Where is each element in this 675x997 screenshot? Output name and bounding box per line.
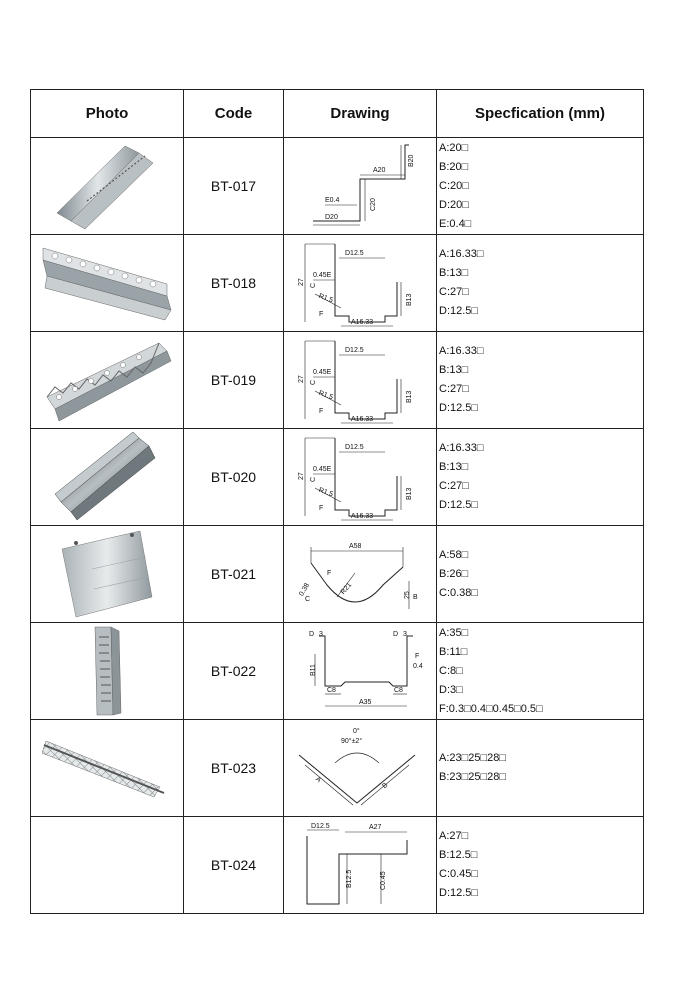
dim-label: A16.33 [351, 416, 374, 423]
table-row [31, 429, 644, 526]
dim-label: 27 [298, 375, 305, 383]
drawing-cell [284, 332, 437, 429]
dim-label: F [319, 408, 324, 415]
dim-label: A35 [359, 699, 372, 706]
spec-value: D:12.5□ [439, 887, 479, 899]
drawing-cell [284, 623, 437, 720]
dim-label: F [319, 311, 324, 318]
spec-value: C:27□ [439, 383, 469, 395]
dim-label: D12.5 [345, 444, 364, 451]
spec-value: B:26□ [439, 567, 469, 580]
bt022-profile-drawing [285, 624, 435, 718]
spec-cell [437, 526, 644, 623]
drawing-cell [284, 817, 437, 914]
photo-cell [31, 332, 184, 429]
code-cell: BT-019 [184, 332, 284, 429]
dim-label: D12.5 [345, 250, 364, 257]
dim-label: C [305, 596, 311, 603]
dim-label: D [309, 631, 315, 638]
spec-value: A:16.33□ [439, 248, 484, 260]
photo-cell [31, 623, 184, 720]
spec-value: B:20□ [439, 160, 469, 173]
spec-value: D:12.5□ [439, 499, 479, 511]
perforated-track-photo [77, 625, 137, 717]
code-cell: BT-021 [184, 526, 284, 623]
spec-value: D:12.5□ [439, 305, 479, 317]
spec-value: B:13□ [439, 364, 469, 376]
spec-value: A:23□25□28□ [439, 752, 507, 764]
spec-cell [437, 138, 644, 235]
spec-value: A:16.33□ [439, 442, 484, 454]
mesh-corner-bead-photo [42, 733, 172, 803]
photo-cell [31, 138, 184, 235]
dim-label: F [327, 570, 332, 577]
photo-cell [31, 235, 184, 332]
bt023-profile-drawing [285, 721, 435, 815]
spec-value: E:0.4□ [439, 217, 472, 230]
drawing-cell [284, 526, 437, 623]
header-row [31, 90, 644, 138]
photo-cell [31, 429, 184, 526]
dim-label: 0.45E [313, 369, 332, 376]
code-cell: BT-022 [184, 623, 284, 720]
dim-label: A58 [349, 543, 362, 550]
table-row [31, 720, 644, 817]
dim-label: F [319, 505, 324, 512]
code-cell: BT-017 [184, 138, 284, 235]
table-row [31, 623, 644, 720]
dim-label: C [310, 476, 317, 482]
dim-label: A16.33 [351, 513, 374, 520]
photo-cell [31, 526, 184, 623]
drawing-cell [284, 720, 437, 817]
dim-label: F [415, 653, 420, 660]
spec-value: C:0.38□ [439, 586, 479, 599]
drawing-cell [284, 138, 437, 235]
bt019-profile-drawing [285, 333, 435, 427]
dim-label: 25 [404, 591, 411, 599]
dim-label: D20 [325, 214, 338, 221]
dim-label: B13 [406, 390, 413, 403]
spec-cell [437, 720, 644, 817]
spec-value: A:35□ [439, 626, 469, 639]
spec-value: C:20□ [439, 179, 469, 192]
channel-photo [47, 432, 167, 522]
dim-label: B13 [406, 487, 413, 500]
dim-label: C8 [394, 687, 403, 694]
dim-label: 90°±2° [341, 738, 363, 745]
photo-cell [31, 817, 184, 914]
spec-value: C:8□ [439, 664, 463, 677]
spec-cell [437, 332, 644, 429]
dim-label: A27 [369, 824, 382, 831]
spec-value: D:3□ [439, 683, 463, 696]
product-spec-table [30, 89, 644, 914]
dim-label: A [314, 775, 323, 785]
bt018-profile-drawing [285, 236, 435, 330]
dim-label: B12.5 [346, 869, 353, 888]
angle-bead-photo [47, 141, 167, 231]
curved-bead-photo [52, 529, 162, 619]
spec-value: B:23□25□28□ [439, 771, 507, 783]
spec-value: B:12.5□ [439, 849, 478, 861]
dim-label: C0.45 [380, 871, 387, 890]
dim-label: D [393, 631, 399, 638]
header-spec: Specfication (mm) [437, 90, 644, 138]
spec-value: F:0.3□0.4□0.45□0.5□ [439, 702, 543, 715]
spec-cell [437, 429, 644, 526]
dim-label: 0.38 [298, 582, 312, 598]
bead-photo [37, 335, 177, 425]
spec-value: B:13□ [439, 461, 469, 473]
dim-label: B11 [310, 664, 317, 676]
dim-label: D12.5 [345, 347, 364, 354]
dim-label: E0.4 [325, 197, 340, 204]
dim-label: B20 [408, 154, 415, 167]
code-cell: BT-020 [184, 429, 284, 526]
dim-label: C [310, 379, 317, 385]
dim-label: 3 [403, 631, 407, 638]
bt024-profile-drawing [285, 818, 435, 912]
spec-value: D:20□ [439, 198, 469, 211]
photo-cell [31, 720, 184, 817]
code-cell: BT-024 [184, 817, 284, 914]
perforated-channel-photo [37, 238, 177, 328]
spec-value: A:20□ [439, 141, 469, 154]
drawing-cell [284, 429, 437, 526]
spec-value: C:0.45□ [439, 868, 479, 880]
dim-label: B [413, 594, 418, 601]
dim-label: A16.33 [351, 319, 374, 326]
bt017-profile-drawing [285, 139, 435, 233]
spec-cell [437, 623, 644, 720]
spec-value: A:58□ [439, 548, 469, 561]
header-photo: Photo [31, 90, 184, 138]
bt021-profile-drawing [285, 527, 435, 621]
table-row [31, 817, 644, 914]
spec-value: B:13□ [439, 267, 469, 279]
header-drawing: Drawing [284, 90, 437, 138]
table-row [31, 332, 644, 429]
dim-label: B13 [406, 293, 413, 306]
bt020-profile-drawing [285, 430, 435, 524]
dim-label: C20 [370, 198, 377, 211]
header-code: Code [184, 90, 284, 138]
dim-label: 0.45E [313, 466, 332, 473]
dim-label: 0° [353, 728, 360, 735]
code-cell: BT-023 [184, 720, 284, 817]
dim-label: R1.5 [317, 389, 334, 402]
spec-value: A:16.33□ [439, 345, 484, 357]
dim-label: R21 [339, 581, 354, 596]
spec-value: B:11□ [439, 645, 468, 658]
spec-value: C:27□ [439, 480, 469, 492]
spec-value: D:12.5□ [439, 402, 479, 414]
spec-cell [437, 235, 644, 332]
spec-cell [437, 817, 644, 914]
dim-label: D12.5 [311, 823, 330, 830]
dim-label: 0.45E [313, 272, 332, 279]
dim-label: 0.4 [413, 663, 423, 670]
table-row [31, 526, 644, 623]
code-cell: BT-018 [184, 235, 284, 332]
dim-label: 27 [298, 278, 305, 286]
dim-label: R1.5 [317, 292, 334, 305]
spec-value: A:27□ [439, 830, 469, 842]
dim-label: C [310, 282, 317, 288]
table-row [31, 235, 644, 332]
dim-label: 3 [319, 631, 323, 638]
dim-label: 27 [298, 472, 305, 480]
dim-label: C8 [327, 687, 336, 694]
table-row [31, 138, 644, 235]
spec-value: C:27□ [439, 286, 469, 298]
drawing-cell [284, 235, 437, 332]
dim-label: B [381, 781, 390, 791]
dim-label: R1.5 [317, 486, 334, 499]
dim-label: A20 [373, 167, 386, 174]
